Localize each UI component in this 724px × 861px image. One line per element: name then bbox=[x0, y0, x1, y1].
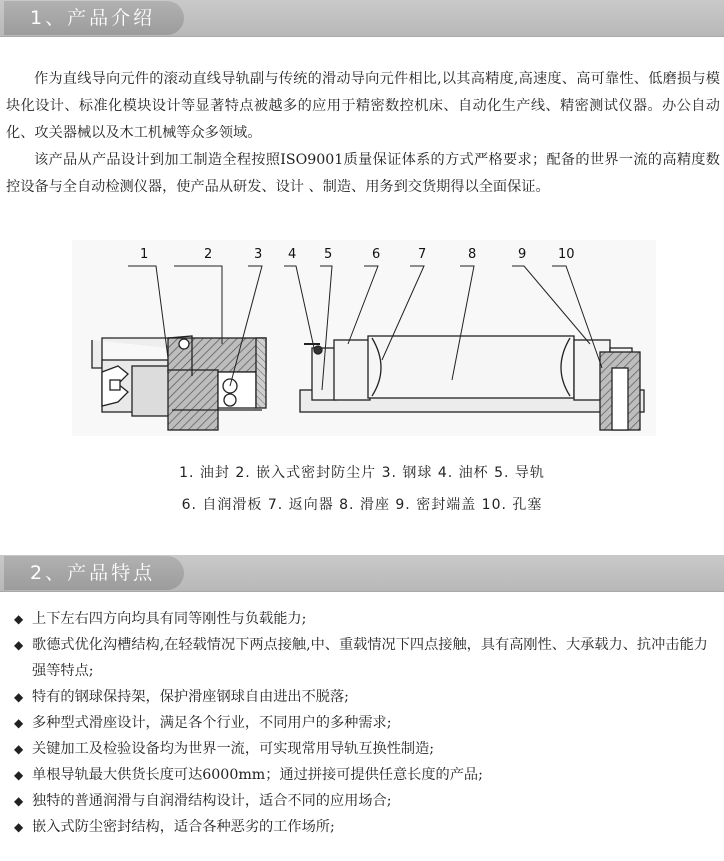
diamond-bullet-icon: ◆ bbox=[14, 820, 24, 834]
callout-6: 6 bbox=[372, 247, 381, 262]
callout-3: 3 bbox=[254, 247, 263, 262]
callout-2: 2 bbox=[204, 247, 213, 262]
feature-item: ◆ 关键加工及检验设备均为世界一流，可实现常用导轨互换性制造; bbox=[14, 736, 720, 762]
legend-line-2: 6. 自润滑板 7. 返向器 8. 滑座 9. 密封端盖 10. 孔塞 bbox=[181, 497, 543, 513]
callout-5: 5 bbox=[324, 247, 333, 262]
feature-item: ◆ 歌德式优化沟槽结构,在轻载情况下两点接触,中、重载情况下四点接触，具有高刚性、大承载力、抗冲击能力强等特点; bbox=[14, 632, 720, 684]
callout-10: 10 bbox=[558, 247, 575, 262]
feature-item: ◆ 单根导轨最大供货长度可达6000mm；通过拼接可提供任意长度的产品; bbox=[14, 762, 720, 788]
diamond-bullet-icon: ◆ bbox=[14, 612, 24, 626]
section-title: 2、产品特点 bbox=[4, 556, 184, 590]
section-title: 1、产品介绍 bbox=[4, 1, 184, 35]
callout-9: 9 bbox=[518, 247, 527, 262]
legend-line-1: 1. 油封 2. 嵌入式密封防尘片 3. 钢球 4. 油杯 5. 导轨 bbox=[179, 465, 545, 481]
diamond-bullet-icon: ◆ bbox=[14, 742, 24, 756]
feature-item: ◆ 嵌入式防尘密封结构，适合各种恶劣的工作场所; bbox=[14, 814, 720, 840]
feature-item: ◆ 上下左右四方向均具有同等刚性与负载能力; bbox=[14, 606, 720, 632]
intro-paragraph-1: 作为直线导向元件的滚动直线导轨副与传统的滑动导向元件相比,以其高精度,高速度、高可靠性、低磨损与模块化设计、标准化模块设计等显著特点被越多的应用于精密数控机床、自动化生产线、精密测试仪器。办公自动化、攻关器械以及木工机械等众多领域。 bbox=[6, 71, 720, 141]
feature-list bbox=[14, 606, 720, 840]
feature-item: ◆ 多种型式滑座设计，满足各个行业，不同用户的多种需求; bbox=[14, 710, 720, 736]
diamond-bullet-icon: ◆ bbox=[14, 794, 24, 808]
callout-7: 7 bbox=[418, 247, 427, 262]
diamond-bullet-icon: ◆ bbox=[14, 716, 24, 730]
feature-item: ◆ 独特的普通润滑与自润滑结构设计，适合不同的应用场合; bbox=[14, 788, 720, 814]
callout-1: 1 bbox=[140, 247, 149, 262]
section-header-intro bbox=[0, 0, 724, 37]
diamond-bullet-icon: ◆ bbox=[14, 638, 24, 652]
callout-4: 4 bbox=[288, 247, 297, 262]
diamond-bullet-icon: ◆ bbox=[14, 690, 24, 704]
linear-guide-diagram bbox=[72, 240, 656, 436]
section-header-features bbox=[0, 555, 724, 592]
diamond-bullet-icon: ◆ bbox=[14, 768, 24, 782]
callout-8: 8 bbox=[468, 247, 477, 262]
intro-paragraph-2: 该产品从产品设计到加工制造全程按照ISO9001质量保证体系的方式严格要求；配备的世界一流的高精度数控设备与全自动检测仪器，使产品从研发、设计 、制造、用务到交货期得以全面保证。 bbox=[6, 152, 720, 195]
feature-item: ◆ 特有的钢球保持架，保护滑座钢球自由进出不脱落; bbox=[14, 684, 720, 710]
